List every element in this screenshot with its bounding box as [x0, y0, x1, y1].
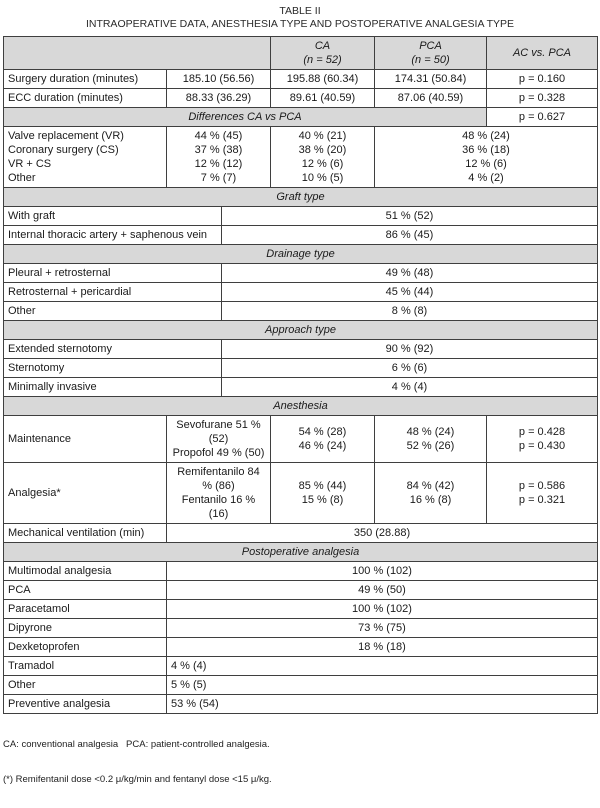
row-extended-sternotomy [4, 340, 598, 359]
row-pca [4, 581, 598, 600]
cell-value: 45 % (44) [222, 283, 598, 302]
value-line: 46 % (24) [298, 440, 347, 452]
header-row [4, 37, 598, 70]
table-number: TABLE II [279, 5, 321, 17]
cell-pca [375, 463, 487, 524]
surgery-type-ca [271, 127, 375, 188]
section-header: Drainage type [4, 245, 598, 264]
cell-all: 185.10 (56.56) [167, 70, 271, 89]
value-line: Remifentanilo 84 % (86) [177, 466, 260, 492]
section-postoperative [4, 543, 598, 562]
cell-pca: 87.06 (40.59) [375, 89, 487, 108]
col-header-ca [271, 37, 375, 70]
col-header-ca-label: CA [314, 40, 331, 52]
cell-value: 51 % (52) [222, 207, 598, 226]
value-line: 40 % (21) [298, 130, 347, 142]
label-line: Coronary surgery (CS) [8, 144, 119, 156]
cell-value: 100 % (102) [167, 600, 598, 619]
cell-p-value: p = 0.328 [487, 89, 598, 108]
cell-pca: 174.31 (50.84) [375, 70, 487, 89]
row-surgery-duration [4, 70, 598, 89]
section-header: Graft type [4, 188, 598, 207]
row-label: Dexketoprofen [4, 638, 167, 657]
row-paracetamol [4, 600, 598, 619]
value-line: 37 % (38) [194, 144, 243, 156]
row-label: PCA [4, 581, 167, 600]
value-line: p = 0.321 [518, 494, 566, 506]
row-label: ECC duration (minutes) [4, 89, 167, 108]
value-line: 48 % (24) [462, 130, 510, 142]
value-line: p = 0.586 [518, 480, 566, 492]
cell-value: 18 % (18) [167, 638, 598, 657]
cell-all: 88.33 (36.29) [167, 89, 271, 108]
cell-value: 49 % (50) [167, 581, 598, 600]
row-label: Minimally invasive [4, 378, 222, 397]
table-title: INTRAOPERATIVE DATA, ANESTHESIA TYPE AND POSTOPERATIVE ANALGESIA TYPE [85, 18, 515, 30]
value-line: 12 % (12) [194, 158, 243, 170]
row-label: Pleural + retrosternal [4, 264, 222, 283]
section-header: Approach type [4, 321, 598, 340]
cell-ca [271, 463, 375, 524]
row-label: Retrosternal + pericardial [4, 283, 222, 302]
cell-p-value [487, 463, 598, 524]
cell-value: 4 % (4) [167, 657, 598, 676]
row-retrosternal-pericardial [4, 283, 598, 302]
value-line: 84 % (42) [406, 480, 455, 492]
cell-value: 8 % (8) [222, 302, 598, 321]
row-label: Other [4, 676, 167, 695]
cell-value: 5 % (5) [167, 676, 598, 695]
cell-value: 73 % (75) [167, 619, 598, 638]
cell-all [167, 463, 271, 524]
surgery-type-pca [375, 127, 598, 188]
row-label: Paracetamol [4, 600, 167, 619]
cell-value: 4 % (4) [222, 378, 598, 397]
section-anesthesia [4, 397, 598, 416]
label-line: Other [8, 172, 36, 184]
value-line: 10 % (5) [301, 172, 344, 184]
section-approach [4, 321, 598, 340]
row-label: Mechanical ventilation (min) [4, 524, 167, 543]
value-line: 4 % (2) [468, 172, 504, 184]
row-label: Internal thoracic artery + saphenous vein [4, 226, 222, 245]
cell-value: 53 % (54) [167, 695, 598, 714]
cell-p-value: p = 0.160 [487, 70, 598, 89]
cell-all [167, 416, 271, 463]
value-line: Sevofurane 51 % (52) [176, 419, 261, 445]
row-dipyrone [4, 619, 598, 638]
row-pleural-retrosternal [4, 264, 598, 283]
row-maintenance [4, 416, 598, 463]
section-header: Postoperative analgesia [4, 543, 598, 562]
row-label: Multimodal analgesia [4, 562, 167, 581]
label-line: VR + CS [8, 158, 52, 170]
col-header-ca-n: (n = 52) [303, 54, 342, 66]
footnote-doses: (*) Remifentanil dose <0.2 μ/kg/min and fentanyl dose <15 μ/kg. [3, 773, 272, 785]
section-header: Anesthesia [4, 397, 598, 416]
data-table [3, 36, 598, 714]
value-line: p = 0.430 [518, 440, 566, 452]
row-label: Analgesia* [4, 463, 167, 524]
cell-ca [271, 416, 375, 463]
row-label: Maintenance [4, 416, 167, 463]
col-header-pca [375, 37, 487, 70]
cell-p-value: p = 0.627 [487, 108, 598, 127]
value-line: 52 % (26) [406, 440, 455, 452]
row-label: Other [4, 302, 222, 321]
col-header-comparison: AC vs. PCA [487, 37, 598, 70]
surgery-type-all [167, 127, 271, 188]
value-line: Propofol 49 % (50) [172, 447, 265, 459]
cell-value: 6 % (6) [222, 359, 598, 378]
cell-ca: 195.88 (60.34) [271, 70, 375, 89]
col-header-pca-label: PCA [419, 40, 442, 52]
row-label: Tramadol [4, 657, 167, 676]
value-line: p = 0.428 [518, 426, 566, 438]
header-empty-cell [4, 37, 271, 70]
value-line: 44 % (45) [194, 130, 243, 142]
row-analgesia [4, 463, 598, 524]
row-differences [4, 108, 598, 127]
value-line: 16 % (8) [409, 494, 452, 506]
cell-value: 49 % (48) [222, 264, 598, 283]
cell-p-value [487, 416, 598, 463]
value-line: 7 % (7) [200, 172, 237, 184]
row-label: Extended sternotomy [4, 340, 222, 359]
col-header-pca-n: (n = 50) [411, 54, 450, 66]
value-line: 12 % (6) [301, 158, 344, 170]
row-label: Surgery duration (minutes) [4, 70, 167, 89]
row-sternotomy [4, 359, 598, 378]
value-line: 48 % (24) [406, 426, 455, 438]
row-label: Preventive analgesia [4, 695, 167, 714]
cell-value: 350 (28.88) [167, 524, 598, 543]
row-dexketoprofen [4, 638, 598, 657]
cell-ca: 89.61 (40.59) [271, 89, 375, 108]
row-label: Dipyrone [4, 619, 167, 638]
row-ita-saphenous [4, 226, 598, 245]
value-line: 36 % (18) [462, 144, 510, 156]
cell-pca [375, 416, 487, 463]
value-line: Fentanilo 16 % (16) [181, 494, 256, 520]
row-tramadol [4, 657, 598, 676]
table-caption [3, 5, 597, 31]
label-line: Valve replacement (VR) [8, 130, 124, 142]
footnotes [3, 716, 597, 808]
value-line: 12 % (6) [465, 158, 507, 170]
cell-value: 86 % (45) [222, 226, 598, 245]
surgery-type-labels [4, 127, 167, 188]
cell-value: 90 % (92) [222, 340, 598, 359]
cell-value: 100 % (102) [167, 562, 598, 581]
row-other-analgesia [4, 676, 598, 695]
section-drainage [4, 245, 598, 264]
section-graft [4, 188, 598, 207]
row-ecc-duration [4, 89, 598, 108]
row-surgery-types [4, 127, 598, 188]
value-line: 38 % (20) [298, 144, 347, 156]
differences-label: Differences CA vs PCA [4, 108, 487, 127]
row-drainage-other [4, 302, 598, 321]
footnote-abbreviations: CA: conventional analgesia PCA: patient-controlled analgesia. [3, 739, 270, 750]
value-line: 85 % (44) [298, 480, 347, 492]
row-minimally-invasive [4, 378, 598, 397]
value-line: 15 % (8) [301, 494, 344, 506]
row-label: With graft [4, 207, 222, 226]
row-label: Sternotomy [4, 359, 222, 378]
value-line: 54 % (28) [298, 426, 347, 438]
row-with-graft [4, 207, 598, 226]
row-mechanical-ventilation [4, 524, 598, 543]
row-multimodal [4, 562, 598, 581]
